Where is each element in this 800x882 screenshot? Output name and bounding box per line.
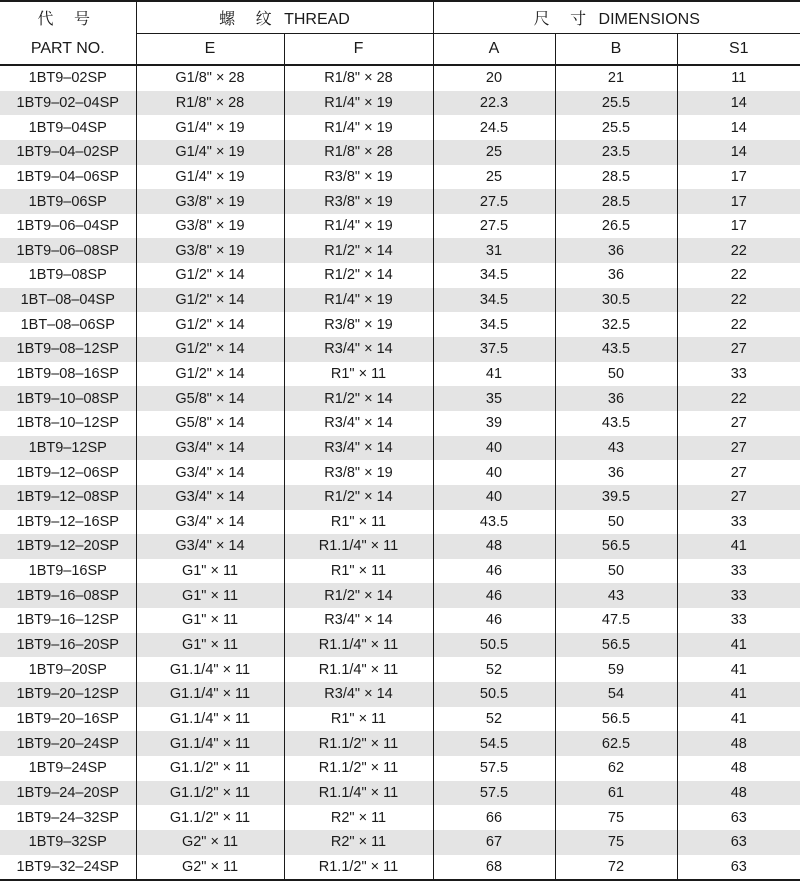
dimension-b-cell: 43.5	[555, 337, 677, 362]
thread-e-cell: G3/4" × 14	[136, 485, 284, 510]
dimension-b-cell: 56.5	[555, 633, 677, 658]
thread-f-cell: R1/2" × 14	[284, 485, 433, 510]
table-row	[0, 855, 800, 881]
thread-e-cell: G3/4" × 14	[136, 436, 284, 461]
dimension-b-cell: 36	[555, 238, 677, 263]
thread-f-cell: R1.1/2" × 11	[284, 731, 433, 756]
dimension-b-cell: 36	[555, 263, 677, 288]
thread-f-cell: R2" × 11	[284, 805, 433, 830]
dimension-a-cell: 50.5	[433, 633, 555, 658]
thread-e-cell: G5/8" × 14	[136, 386, 284, 411]
dimension-s1-cell: 48	[677, 756, 800, 781]
dimension-s1-cell: 41	[677, 707, 800, 732]
part-number-cell: 1BT9–32–24SP	[16, 858, 119, 875]
part-number-cell: 1BT–08–04SP	[0, 288, 136, 313]
thread-e-cell: G1" × 11	[136, 608, 284, 633]
table-row	[0, 756, 800, 781]
part-number-cell: 1BT9–10–08SP	[0, 386, 136, 411]
dimension-b-cell: 26.5	[555, 214, 677, 239]
dimension-b-cell: 47.5	[555, 608, 677, 633]
dimension-s1-cell: 27	[677, 485, 800, 510]
dimension-b-cell: 54	[555, 682, 677, 707]
table-row	[0, 781, 800, 806]
dimension-b-cell: 25.5	[555, 91, 677, 116]
thread-e-cell: G3/4" × 14	[136, 460, 284, 485]
thread-e-cell: G3/4" × 14	[136, 510, 284, 535]
thread-e-cell: G3/8" × 19	[136, 238, 284, 263]
dimension-b-cell: 56.5	[555, 534, 677, 559]
dimension-b-cell: 39.5	[555, 485, 677, 510]
dimension-s1-cell: 14	[677, 91, 800, 116]
table-row	[0, 91, 800, 116]
dimension-a-cell: 68	[433, 855, 555, 881]
thread-e-cell: G3/8" × 19	[136, 214, 284, 239]
thread-f-cell: R1" × 11	[284, 510, 433, 535]
dimension-s1-cell: 27	[677, 460, 800, 485]
thread-f-cell: R3/8" × 19	[284, 189, 433, 214]
dimension-b-cell: 43	[555, 436, 677, 461]
dimension-s1-cell: 41	[677, 534, 800, 559]
column-header-e: E	[136, 34, 284, 66]
thread-e-cell: G1/4" × 19	[136, 140, 284, 165]
part-number-cell: 1BT9–24–32SP	[16, 809, 119, 826]
part-number-cell: 1BT9–12–16SP	[16, 513, 119, 530]
dimension-b-cell: 32.5	[555, 312, 677, 337]
table-row	[0, 436, 800, 461]
part-number-cell: 1BT9–04–06SP	[16, 168, 119, 185]
dimension-b-cell: 75	[555, 805, 677, 830]
dimension-s1-cell: 63	[677, 855, 800, 881]
part-number-cell: 1BT9–12SP	[0, 436, 136, 461]
table-row	[0, 165, 800, 190]
dimension-b-cell: 23.5	[555, 140, 677, 165]
thread-e-cell: G1/4" × 19	[136, 165, 284, 190]
thread-e-cell: G1.1/2" × 11	[136, 781, 284, 806]
part-number-cell: 1BT9–08–12SP	[0, 337, 136, 362]
thread-f-cell: R1/2" × 14	[284, 238, 433, 263]
thread-e-cell: G1/2" × 14	[136, 337, 284, 362]
part-number-cell: 1BT9–20–12SP	[0, 682, 136, 707]
thread-f-cell: R1.1/4" × 11	[284, 633, 433, 658]
table-row	[0, 337, 800, 362]
dimension-b-cell: 75	[555, 830, 677, 855]
thread-e-cell: G2" × 11	[136, 855, 284, 881]
dimension-s1-cell: 33	[677, 608, 800, 633]
thread-f-cell: R3/8" × 19	[284, 460, 433, 485]
part-number-cell: 1BT9–24SP	[28, 760, 107, 777]
column-header-b: B	[555, 34, 677, 66]
table-row	[0, 411, 800, 436]
dimension-a-cell: 27.5	[433, 214, 555, 239]
table-row	[0, 238, 800, 263]
column-header-s1: S1	[677, 34, 800, 66]
table-row	[0, 682, 800, 707]
dimension-a-cell: 41	[433, 362, 555, 387]
dimension-a-cell: 57.5	[433, 781, 555, 806]
dimension-s1-cell: 22	[677, 238, 800, 263]
thread-e-cell: G1/4" × 19	[136, 115, 284, 140]
part-number-cell: 1BT9–08SP	[28, 267, 107, 284]
thread-f-cell: R1.1/2" × 11	[284, 855, 433, 881]
dimension-b-cell: 36	[555, 460, 677, 485]
thread-group-header	[136, 1, 433, 34]
dimension-b-cell: 21	[555, 65, 677, 91]
dimension-a-cell: 67	[433, 830, 555, 855]
dimension-s1-cell: 22	[677, 288, 800, 313]
thread-e-cell: G1/2" × 14	[136, 362, 284, 387]
dimension-b-cell: 30.5	[555, 288, 677, 313]
table-row	[0, 583, 800, 608]
dimensions-group-header	[433, 1, 800, 34]
dimension-s1-cell: 63	[677, 830, 800, 855]
thread-e-cell: G1" × 11	[136, 633, 284, 658]
table-row	[0, 263, 800, 288]
table-row	[0, 65, 800, 91]
thread-f-cell: R1/4" × 19	[284, 214, 433, 239]
thread-e-cell: G3/4" × 14	[136, 534, 284, 559]
thread-e-cell: G1.1/4" × 11	[136, 682, 284, 707]
table-row	[0, 608, 800, 633]
dimension-a-cell: 27.5	[433, 189, 555, 214]
dimension-s1-cell: 27	[677, 337, 800, 362]
part-number-header-cn: 代 号	[37, 11, 98, 29]
dimension-b-cell: 43	[555, 583, 677, 608]
dimension-b-cell: 43.5	[555, 411, 677, 436]
part-number-cell: 1BT9–16–12SP	[16, 612, 119, 629]
dimension-b-cell: 62	[555, 756, 677, 781]
dimension-a-cell: 43.5	[433, 510, 555, 535]
table-body	[0, 65, 800, 880]
dimension-a-cell: 35	[433, 386, 555, 411]
dimensions-header-en: DIMENSIONS	[598, 11, 700, 28]
thread-e-cell: G1.1/4" × 11	[136, 731, 284, 756]
table-row	[0, 633, 800, 658]
dimension-s1-cell: 33	[677, 510, 800, 535]
table-row	[0, 189, 800, 214]
column-header-f: F	[284, 34, 433, 66]
table-header	[0, 1, 800, 65]
table-row	[0, 140, 800, 165]
dimension-s1-cell: 48	[677, 781, 800, 806]
dimension-b-cell: 59	[555, 657, 677, 682]
dimension-s1-cell: 11	[677, 65, 800, 91]
table-row	[0, 707, 800, 732]
thread-f-cell: R1" × 11	[284, 362, 433, 387]
dimension-a-cell: 22.3	[433, 91, 555, 116]
thread-f-cell: R1.1/4" × 11	[284, 657, 433, 682]
part-number-cell: 1BT9–06–08SP	[0, 238, 136, 263]
part-number-cell: 1BT9–16SP	[28, 563, 107, 580]
part-number-cell: 1BT9–24–20SP	[0, 781, 136, 806]
part-number-cell: 1BT9–16–08SP	[0, 583, 136, 608]
thread-f-cell: R3/4" × 14	[284, 682, 433, 707]
thread-header-en: THREAD	[284, 11, 350, 28]
table-row	[0, 510, 800, 535]
part-number-cell: 1BT8–10–12SP	[16, 415, 119, 432]
thread-f-cell: R3/4" × 14	[284, 436, 433, 461]
part-number-cell: 1BT9–04SP	[28, 119, 107, 136]
thread-f-cell: R1.1/2" × 11	[284, 756, 433, 781]
thread-e-cell: G1/8" × 28	[136, 65, 284, 91]
dimension-a-cell: 50.5	[433, 682, 555, 707]
thread-f-cell: R3/8" × 19	[284, 312, 433, 337]
dimension-a-cell: 66	[433, 805, 555, 830]
part-number-cell: 1BT9–06–04SP	[16, 218, 119, 235]
dimension-b-cell: 28.5	[555, 189, 677, 214]
part-number-cell: 1BT9–16–20SP	[0, 633, 136, 658]
dimension-b-cell: 61	[555, 781, 677, 806]
table-row	[0, 559, 800, 584]
table-row	[0, 460, 800, 485]
dimension-a-cell: 40	[433, 436, 555, 461]
part-number-cell: 1BT9–12–06SP	[16, 464, 119, 481]
table-row	[0, 362, 800, 387]
dimension-s1-cell: 33	[677, 583, 800, 608]
thread-f-cell: R1.1/4" × 11	[284, 781, 433, 806]
table-row	[0, 214, 800, 239]
table-row	[0, 312, 800, 337]
thread-f-cell: R1/2" × 14	[284, 263, 433, 288]
table-row	[0, 288, 800, 313]
dimension-s1-cell: 33	[677, 559, 800, 584]
thread-e-cell: G5/8" × 14	[136, 411, 284, 436]
table-row	[0, 805, 800, 830]
thread-f-cell: R1/2" × 14	[284, 386, 433, 411]
thread-e-cell: G1" × 11	[136, 583, 284, 608]
dimension-a-cell: 39	[433, 411, 555, 436]
dimension-a-cell: 31	[433, 238, 555, 263]
dimension-b-cell: 50	[555, 362, 677, 387]
thread-f-cell: R1/4" × 19	[284, 115, 433, 140]
dimensions-header-cn: 尺 寸	[533, 11, 595, 28]
dimension-a-cell: 57.5	[433, 756, 555, 781]
thread-e-cell: G1/2" × 14	[136, 263, 284, 288]
part-number-header-en: PART NO.	[0, 34, 136, 66]
table-row	[0, 657, 800, 682]
dimension-s1-cell: 17	[677, 214, 800, 239]
part-number-cell: 1BT9–12–08SP	[0, 485, 136, 510]
table-row	[0, 485, 800, 510]
thread-f-cell: R1/4" × 19	[284, 288, 433, 313]
thread-f-cell: R1/8" × 28	[284, 140, 433, 165]
dimension-s1-cell: 41	[677, 682, 800, 707]
thread-e-cell: G1" × 11	[136, 559, 284, 584]
table-row	[0, 386, 800, 411]
dimension-a-cell: 40	[433, 460, 555, 485]
dimension-s1-cell: 48	[677, 731, 800, 756]
dimension-s1-cell: 22	[677, 386, 800, 411]
dimension-s1-cell: 27	[677, 411, 800, 436]
dimension-s1-cell: 41	[677, 657, 800, 682]
thread-f-cell: R3/4" × 14	[284, 411, 433, 436]
dimension-a-cell: 46	[433, 583, 555, 608]
dimension-a-cell: 48	[433, 534, 555, 559]
thread-e-cell: G1.1/4" × 11	[136, 707, 284, 732]
dimension-s1-cell: 41	[677, 633, 800, 658]
dimension-b-cell: 28.5	[555, 165, 677, 190]
dimension-a-cell: 24.5	[433, 115, 555, 140]
thread-e-cell: G1.1/2" × 11	[136, 805, 284, 830]
thread-f-cell: R3/8" × 19	[284, 165, 433, 190]
thread-header-cn: 螺 纹	[219, 11, 280, 28]
header-row-bottom	[0, 34, 800, 66]
dimension-a-cell: 25	[433, 165, 555, 190]
thread-e-cell: G1.1/2" × 11	[136, 756, 284, 781]
column-header-a: A	[433, 34, 555, 66]
part-number-cell: 1BT9–12–20SP	[0, 534, 136, 559]
dimension-a-cell: 34.5	[433, 288, 555, 313]
part-number-cell: 1BT9–32SP	[0, 830, 136, 855]
dimension-a-cell: 20	[433, 65, 555, 91]
thread-e-cell: G1/2" × 14	[136, 312, 284, 337]
dimension-a-cell: 52	[433, 707, 555, 732]
dimension-a-cell: 37.5	[433, 337, 555, 362]
dimension-s1-cell: 27	[677, 436, 800, 461]
dimension-a-cell: 52	[433, 657, 555, 682]
thread-e-cell: G1/2" × 14	[136, 288, 284, 313]
dimension-b-cell: 36	[555, 386, 677, 411]
dimension-a-cell: 40	[433, 485, 555, 510]
thread-f-cell: R1/4" × 19	[284, 91, 433, 116]
thread-e-cell: G1.1/4" × 11	[136, 657, 284, 682]
thread-f-cell: R1" × 11	[284, 559, 433, 584]
thread-f-cell: R1.1/4" × 11	[284, 534, 433, 559]
dimension-s1-cell: 22	[677, 263, 800, 288]
thread-f-cell: R3/4" × 14	[284, 608, 433, 633]
dimension-s1-cell: 17	[677, 189, 800, 214]
dimension-b-cell: 56.5	[555, 707, 677, 732]
dimension-b-cell: 50	[555, 559, 677, 584]
table-row	[0, 534, 800, 559]
dimension-s1-cell: 22	[677, 312, 800, 337]
dimension-b-cell: 50	[555, 510, 677, 535]
table-row	[0, 115, 800, 140]
dimension-s1-cell: 14	[677, 140, 800, 165]
part-number-cell: 1BT9–20–24SP	[0, 731, 136, 756]
part-number-cell: 1BT9–20SP	[28, 661, 107, 678]
thread-e-cell: R1/8" × 28	[136, 91, 284, 116]
part-number-cell: 1BT–08–06SP	[20, 316, 115, 333]
dimension-a-cell: 34.5	[433, 312, 555, 337]
dimension-b-cell: 25.5	[555, 115, 677, 140]
part-number-cell: 1BT9–02SP	[28, 70, 107, 87]
thread-f-cell: R1" × 11	[284, 707, 433, 732]
table-row	[0, 830, 800, 855]
dimension-a-cell: 34.5	[433, 263, 555, 288]
dimension-b-cell: 62.5	[555, 731, 677, 756]
dimension-s1-cell: 17	[677, 165, 800, 190]
thread-f-cell: R2" × 11	[284, 830, 433, 855]
dimension-a-cell: 46	[433, 559, 555, 584]
part-number-cell: 1BT9–06SP	[0, 189, 136, 214]
header-row-top	[0, 1, 800, 34]
part-number-cell: 1BT9–04–02SP	[0, 140, 136, 165]
dimension-s1-cell: 14	[677, 115, 800, 140]
thread-f-cell: R1/2" × 14	[284, 583, 433, 608]
part-number-cell: 1BT9–08–16SP	[16, 366, 119, 382]
part-number-cell: 1BT9–20–16SP	[16, 710, 119, 727]
thread-e-cell: G2" × 11	[136, 830, 284, 855]
thread-f-cell: R1/8" × 28	[284, 65, 433, 91]
dimension-a-cell: 46	[433, 608, 555, 633]
table-row	[0, 731, 800, 756]
part-number-cell: 1BT9–02–04SP	[0, 91, 136, 116]
dimension-s1-cell: 33	[677, 362, 800, 387]
dimension-s1-cell: 63	[677, 805, 800, 830]
dimension-a-cell: 54.5	[433, 731, 555, 756]
dimension-b-cell: 72	[555, 855, 677, 881]
thread-e-cell: G3/8" × 19	[136, 189, 284, 214]
dimension-a-cell: 25	[433, 140, 555, 165]
thread-f-cell: R3/4" × 14	[284, 337, 433, 362]
